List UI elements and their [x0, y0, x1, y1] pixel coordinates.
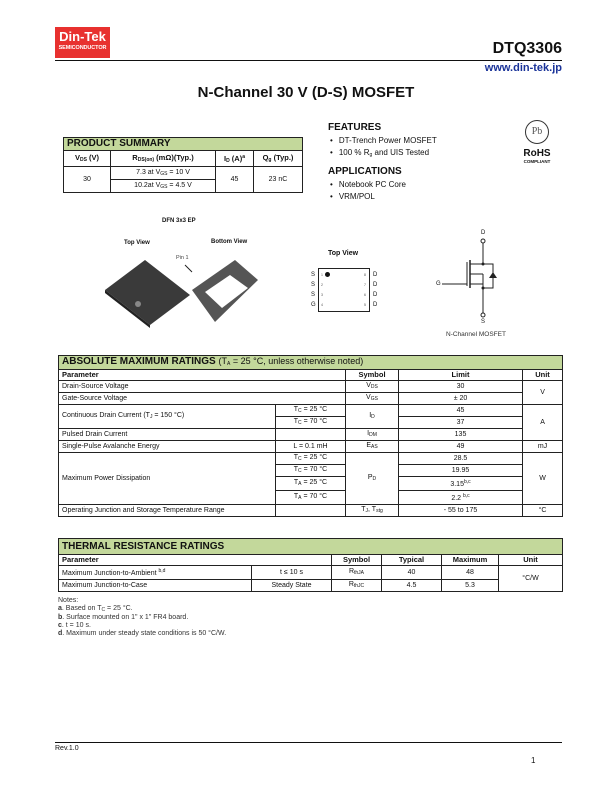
param — [59, 405, 276, 429]
application-item: • VRM/POL — [330, 192, 437, 201]
superscript: b,c — [463, 493, 470, 499]
table-row — [59, 453, 563, 465]
subscript: DS — [370, 384, 378, 390]
features-title: FEATURES — [328, 122, 382, 133]
text-segment: V — [74, 152, 80, 162]
param: Maximum Power Dissipation — [59, 453, 276, 505]
header-divider — [55, 60, 562, 61]
subscript: D — [371, 414, 375, 420]
table-row — [59, 441, 563, 453]
table-row — [59, 580, 563, 592]
param — [59, 566, 252, 580]
symbol — [346, 505, 399, 517]
typical: 4.5 — [382, 580, 442, 592]
symbol — [346, 441, 399, 453]
pin1-label: Pin 1 — [176, 255, 189, 261]
text-segment: = 10 V — [167, 168, 190, 176]
text-segment: Maximum Junction-to-Ambient — [62, 570, 159, 577]
note-item — [58, 622, 226, 630]
text-segment: (V) — [86, 152, 100, 162]
drain-label: D — [481, 230, 486, 236]
text-segment: V — [366, 394, 371, 401]
text-segment: Q — [262, 152, 269, 162]
maximum: 48 — [442, 566, 499, 580]
text-segment: , T — [368, 506, 377, 513]
abs-max-title — [59, 356, 563, 370]
condition — [276, 465, 346, 477]
pin-label: S — [311, 282, 316, 288]
subscript: thJC — [353, 583, 365, 589]
header-parameter: Parameter — [59, 370, 346, 381]
limit — [399, 465, 523, 477]
text-segment: I — [367, 430, 370, 437]
qg-value: 23 nC — [254, 167, 303, 193]
text-segment: T — [361, 506, 366, 513]
thermal-title: THERMAL RESISTANCE RATINGS — [59, 539, 563, 555]
rds-value — [111, 180, 216, 193]
condition: t ≤ 10 s — [252, 566, 332, 580]
pin-number: 5 — [364, 303, 366, 307]
abs-max-title-text: ABSOLUTE MAXIMUM RATINGS — [62, 356, 216, 367]
table-row — [59, 405, 563, 417]
abs-max-condition — [218, 356, 363, 366]
text-segment: (T — [218, 356, 227, 366]
header-maximum: Maximum — [442, 555, 499, 566]
text-segment: DT-Trench Power MOSFET — [338, 136, 437, 145]
text-segment: = 25 °C — [301, 454, 328, 461]
product-summary-table — [63, 137, 303, 193]
subscript: thJA — [354, 570, 365, 576]
table-row — [59, 393, 563, 405]
symbol — [346, 405, 399, 429]
source-label: S — [481, 319, 486, 325]
limit: - 55 to 175 — [399, 505, 523, 517]
param: Gate-Source Voltage — [59, 393, 346, 405]
subscript: C — [298, 468, 302, 474]
subscript: DM — [369, 432, 377, 438]
website-link[interactable]: www.din-tek.jp — [484, 62, 562, 74]
rohs-label: RoHS — [523, 148, 551, 159]
text-segment: I — [369, 412, 372, 419]
subscript: J — [365, 508, 369, 514]
text-segment: R — [348, 568, 355, 575]
limit — [399, 491, 523, 505]
param: Maximum Junction-to-Case — [59, 580, 252, 592]
text-segment: . t = 10 s. — [61, 622, 91, 629]
symbol — [346, 393, 399, 405]
limit: 45 — [399, 405, 523, 417]
subscript: A — [298, 495, 302, 501]
symbol — [346, 453, 399, 505]
unit: mJ — [523, 441, 563, 453]
applications-title: APPLICATIONS — [328, 166, 402, 177]
feature-item — [330, 136, 437, 145]
pin-number: 4 — [321, 303, 323, 307]
thermal-resistance-table — [58, 538, 563, 592]
pin-number: 1 — [321, 273, 323, 277]
text-segment: . Maximum under steady state conditions is 50 °C/W. — [62, 630, 227, 637]
pb-free-icon: Pb — [525, 120, 549, 144]
text-segment: T — [293, 479, 299, 486]
application-item: • Notebook PC Core — [330, 180, 437, 189]
text-segment: Continuous Drain Current (T — [62, 412, 150, 419]
note-item — [58, 614, 226, 622]
logo-subtext: SEMICONDUCTOR — [58, 45, 107, 51]
limit: 49 — [399, 441, 523, 453]
condition — [276, 491, 346, 505]
unit: °C/W — [499, 566, 563, 592]
text-segment: = 25 °C, unless otherwise noted) — [230, 356, 364, 366]
param: Single-Pulse Avalanche Energy — [59, 441, 276, 453]
text-segment: T — [293, 493, 299, 500]
superscript: b,d — [158, 568, 166, 574]
subscript: J — [149, 414, 153, 420]
text-segment: . Surface mounted on 1" x 1" FR4 board. — [62, 614, 189, 621]
vds-value: 30 — [64, 167, 111, 193]
table-row — [59, 505, 563, 517]
pin-number: 8 — [364, 273, 366, 277]
text-segment: = 150 °C) — [152, 412, 185, 419]
subscript: AS — [371, 444, 378, 450]
page-number: 1 — [531, 756, 536, 765]
subscript: g — [369, 152, 373, 158]
logo-text: Din-Tek — [59, 29, 106, 44]
text-segment: 2.2 — [451, 495, 463, 502]
subscript: stg — [376, 508, 383, 514]
unit: A — [523, 405, 563, 441]
absolute-maximum-ratings-table — [58, 355, 563, 517]
subscript: A — [226, 361, 231, 367]
pinout-diagram — [318, 268, 370, 312]
gate-label: G — [436, 281, 441, 287]
text-segment: and UIS Tested — [372, 148, 430, 157]
limit: 37 — [399, 417, 523, 429]
subscript: A — [298, 481, 302, 487]
schematic-caption: N-Channel MOSFET — [446, 331, 506, 338]
param: Drain-Source Voltage — [59, 381, 346, 393]
subscript: GS — [370, 396, 378, 402]
text-segment: R — [348, 581, 354, 588]
superscript: a — [242, 153, 245, 160]
text-segment: T — [293, 466, 299, 473]
notes-title: Notes: — [58, 597, 79, 604]
text-segment: 7.3 at V — [136, 168, 161, 176]
pin-label: D — [373, 272, 378, 278]
table-row — [59, 429, 563, 441]
symbol — [346, 381, 399, 393]
rds-value — [111, 167, 216, 180]
subscript: D — [372, 476, 377, 482]
limit: ± 20 — [399, 393, 523, 405]
pin-label: D — [373, 302, 378, 308]
symbol — [346, 429, 399, 441]
table-row — [59, 566, 563, 580]
part-number: DTQ3306 — [492, 40, 562, 57]
text-segment: = 70 °C — [301, 466, 328, 473]
notes — [58, 597, 226, 638]
header-parameter: Parameter — [59, 555, 332, 566]
text-segment: c — [58, 622, 62, 629]
condition — [276, 477, 346, 491]
header-qg — [254, 151, 303, 167]
text-segment: . Based on T — [61, 605, 102, 612]
pin-label: D — [373, 292, 378, 298]
text-segment: T — [293, 406, 299, 413]
text-segment: P — [367, 474, 373, 481]
param: Operating Junction and Storage Temperature Range — [59, 505, 276, 517]
note-item — [58, 605, 226, 614]
subscript: C — [298, 408, 302, 414]
text-segment: 3.15 — [450, 481, 464, 488]
subscript: DS — [79, 156, 87, 163]
param: Pulsed Drain Current — [59, 429, 276, 441]
unit: °C — [523, 505, 563, 517]
header-symbol: Symbol — [332, 555, 382, 566]
pin-number: 7 — [364, 283, 366, 287]
subscript: GS — [160, 183, 168, 190]
text-segment: (mΩ)(Typ.) — [154, 152, 194, 162]
header-rds — [111, 151, 216, 167]
pin-label: S — [311, 292, 316, 298]
text-segment: 19.95 — [451, 466, 470, 474]
condition — [276, 405, 346, 417]
din-tek-logo — [55, 27, 110, 58]
maximum: 5.3 — [442, 580, 499, 592]
header-unit: Unit — [523, 370, 563, 381]
product-summary-title: PRODUCT SUMMARY — [64, 138, 303, 151]
text-segment: R — [132, 152, 138, 162]
pin-number: 3 — [321, 293, 323, 297]
text-segment: (Typ.) — [271, 152, 294, 162]
subscript: D — [226, 157, 230, 164]
limit: 135 — [399, 429, 523, 441]
symbol — [332, 566, 382, 580]
limit: 30 — [399, 381, 523, 393]
text-segment: T — [293, 454, 299, 461]
text-segment: (A) — [229, 153, 243, 163]
text-segment: d — [58, 630, 63, 637]
header-vds — [64, 151, 111, 167]
rohs-compliant: COMPLIANT — [523, 159, 551, 164]
header-id — [216, 151, 254, 167]
text-segment: = 25 °C — [301, 479, 328, 486]
limit — [399, 453, 523, 465]
pin-number: 6 — [364, 293, 366, 297]
feature-item — [330, 148, 437, 158]
package-name: DFN 3x3 EP — [162, 218, 196, 224]
typical: 40 — [382, 566, 442, 580]
pin1-dot — [325, 272, 330, 277]
table-row — [59, 381, 563, 393]
unit: W — [523, 453, 563, 505]
subscript: GS — [160, 170, 168, 177]
text-segment: = 25 °C. — [105, 605, 133, 612]
limit — [399, 477, 523, 491]
text-segment: T — [293, 418, 299, 425]
text-segment: 28.5 — [453, 454, 468, 462]
text-segment: 100 % R — [338, 148, 370, 157]
text-segment: a — [58, 605, 62, 612]
text-segment: b — [58, 614, 63, 621]
text-segment: I — [224, 153, 227, 163]
header-unit: Unit — [499, 555, 563, 566]
document-title: N-Channel 30 V (D-S) MOSFET — [197, 84, 415, 101]
mosfet-symbol-icon — [440, 238, 510, 323]
text-segment: = 70 °C — [301, 418, 328, 425]
condition — [276, 453, 346, 465]
package-top-icon — [105, 260, 190, 325]
package-top-view-label: Top View — [124, 240, 150, 246]
superscript: b,c — [463, 479, 471, 485]
subscript: DS(on) — [137, 156, 155, 163]
text-segment: E — [366, 442, 371, 449]
id-value: 45 — [216, 167, 254, 193]
package-bottom-view-label: Bottom View — [211, 239, 248, 245]
pinout-title: Top View — [328, 250, 359, 257]
condition — [276, 417, 346, 429]
header-symbol: Symbol — [346, 370, 399, 381]
subscript: C — [101, 607, 106, 613]
footer-divider — [55, 742, 562, 743]
text-segment: = 25 °C — [301, 406, 328, 413]
unit: V — [523, 381, 563, 405]
pin-label: G — [311, 302, 316, 308]
pin-number: 2 — [321, 283, 323, 287]
note-item — [58, 630, 226, 638]
header-typical: Typical — [382, 555, 442, 566]
text-segment: = 4.5 V — [167, 181, 192, 189]
text-segment: V — [366, 382, 371, 389]
text-segment: 10.2at V — [134, 181, 161, 189]
condition: Steady State — [252, 580, 332, 592]
subscript: C — [298, 456, 302, 462]
pin-label: S — [311, 272, 316, 278]
text-segment: = 70 °C — [301, 493, 328, 500]
package-illustration — [100, 250, 260, 330]
subscript: C — [298, 420, 302, 426]
pin-label: D — [373, 282, 378, 288]
rohs-badge — [512, 120, 562, 164]
features-section — [328, 122, 437, 201]
header-limit: Limit — [399, 370, 523, 381]
symbol — [332, 580, 382, 592]
revision: Rev.1.0 — [55, 745, 79, 752]
subscript: g — [268, 156, 272, 163]
condition: L = 0.1 mH — [276, 441, 346, 453]
